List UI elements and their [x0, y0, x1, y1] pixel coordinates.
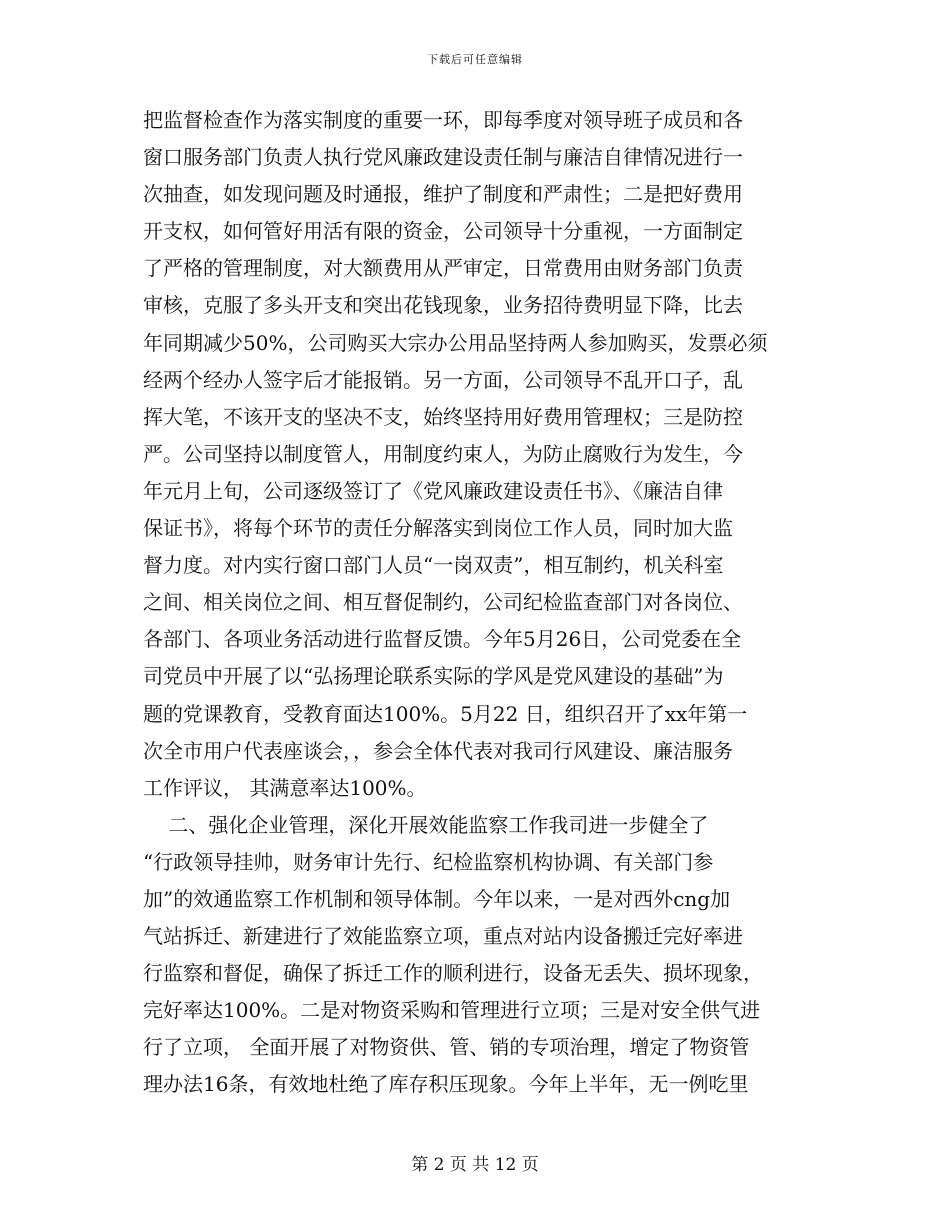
text-line: 之间、相关岗位之间、相互督促制约，公司纪检监查部门对各岗位、	[143, 590, 743, 615]
text-line: 挥大笔，不该开支的坚决不支，始终坚持用好费用管理权；三是防控	[143, 404, 743, 429]
text-line: 题的党课教育，受教育面达100%。5月22 日，组织召开了xx年第一	[143, 701, 748, 726]
text-line: 把监督检查作为落实制度的重要一环，即每季度对领导班子成员和各	[143, 108, 743, 132]
page-header-note: 下载后可任意编辑	[427, 53, 523, 66]
text-line: 窗口服务部门负责人执行党风廉政建设责任制与廉洁自律情况进行一	[143, 145, 743, 170]
text-line: 年同期减少50%，公司购买大宗办公用品坚持两人参加购买，发票必须	[143, 330, 768, 355]
text-line: 了严格的管理制度，对大额费用从严审定，日常费用由财务部门负责	[143, 256, 743, 281]
text-line: 经两个经办人签字后才能报销。另一方面，公司领导不乱开口子，乱	[143, 367, 743, 392]
text-line: 工作评议， 其满意率达100%。	[143, 775, 427, 800]
text-line: 司党员中开展了以“弘扬理论联系实际的学风是党风建设的基础”为	[143, 664, 724, 689]
text-line: 气站拆迁、新建进行了效能监察立项，重点对站内设备搬迁完好率进	[143, 924, 743, 949]
text-line: 理办法16条，有效地杜绝了库存积压现象。今年上半年，无一例吃里	[143, 1072, 749, 1097]
text-line: 审核，克服了多头开支和突出花钱现象，业务招待费明显下降，比去	[143, 293, 743, 318]
text-line: 保证书》，将每个环节的责任分解落实到岗位工作人员，同时加大监	[143, 516, 733, 541]
text-line: 年元月上旬，公司逐级签订了《党风廉政建设责任书》、《廉洁自律	[143, 478, 723, 503]
page-number: 第 2 页 共 12 页	[411, 1155, 539, 1175]
text-line: “行政领导挂帅，财务审计先行、纪检监察机构协调、有关部门参	[143, 849, 714, 874]
text-line: 开支权，如何管好用活有限的资金，公司领导十分重视，一方面制定	[143, 219, 743, 244]
text-line: 行监察和督促，确保了拆迁工作的顺利进行，设备无丢失、损坏现象，	[143, 961, 763, 986]
text-line: 加”的效通监察工作机制和领导体制。今年以来，一是对西外cng加	[143, 886, 731, 911]
text-line: 督力度。对内实行窗口部门人员“一岗双责”，相互制约，机关科室	[143, 553, 724, 578]
text-line: 行了立项， 全面开展了对物资供、管、销的专项治理，增定了物资管	[143, 1035, 750, 1060]
text-line: 二、强化企业管理，深化开展效能监察工作我司进一步健全了	[143, 812, 709, 837]
text-line: 各部门、各项业务活动进行监督反馈。今年5月26日，公司党委在全	[143, 627, 742, 652]
text-line: 次抽查，如发现问题及时通报，维护了制度和严肃性；二是把好费用	[143, 182, 743, 207]
text-line: 次全市用户代表座谈会，，参会全体代表对我司行风建设、廉洁服务	[143, 738, 733, 763]
text-line: 完好率达100%。二是对物资采购和管理进行立项；三是对安全供气进	[143, 998, 761, 1023]
document-body	[143, 102, 811, 1104]
text-line: 严。公司坚持以制度管人，用制度约束人，为防止腐败行为发生，今	[143, 441, 743, 466]
